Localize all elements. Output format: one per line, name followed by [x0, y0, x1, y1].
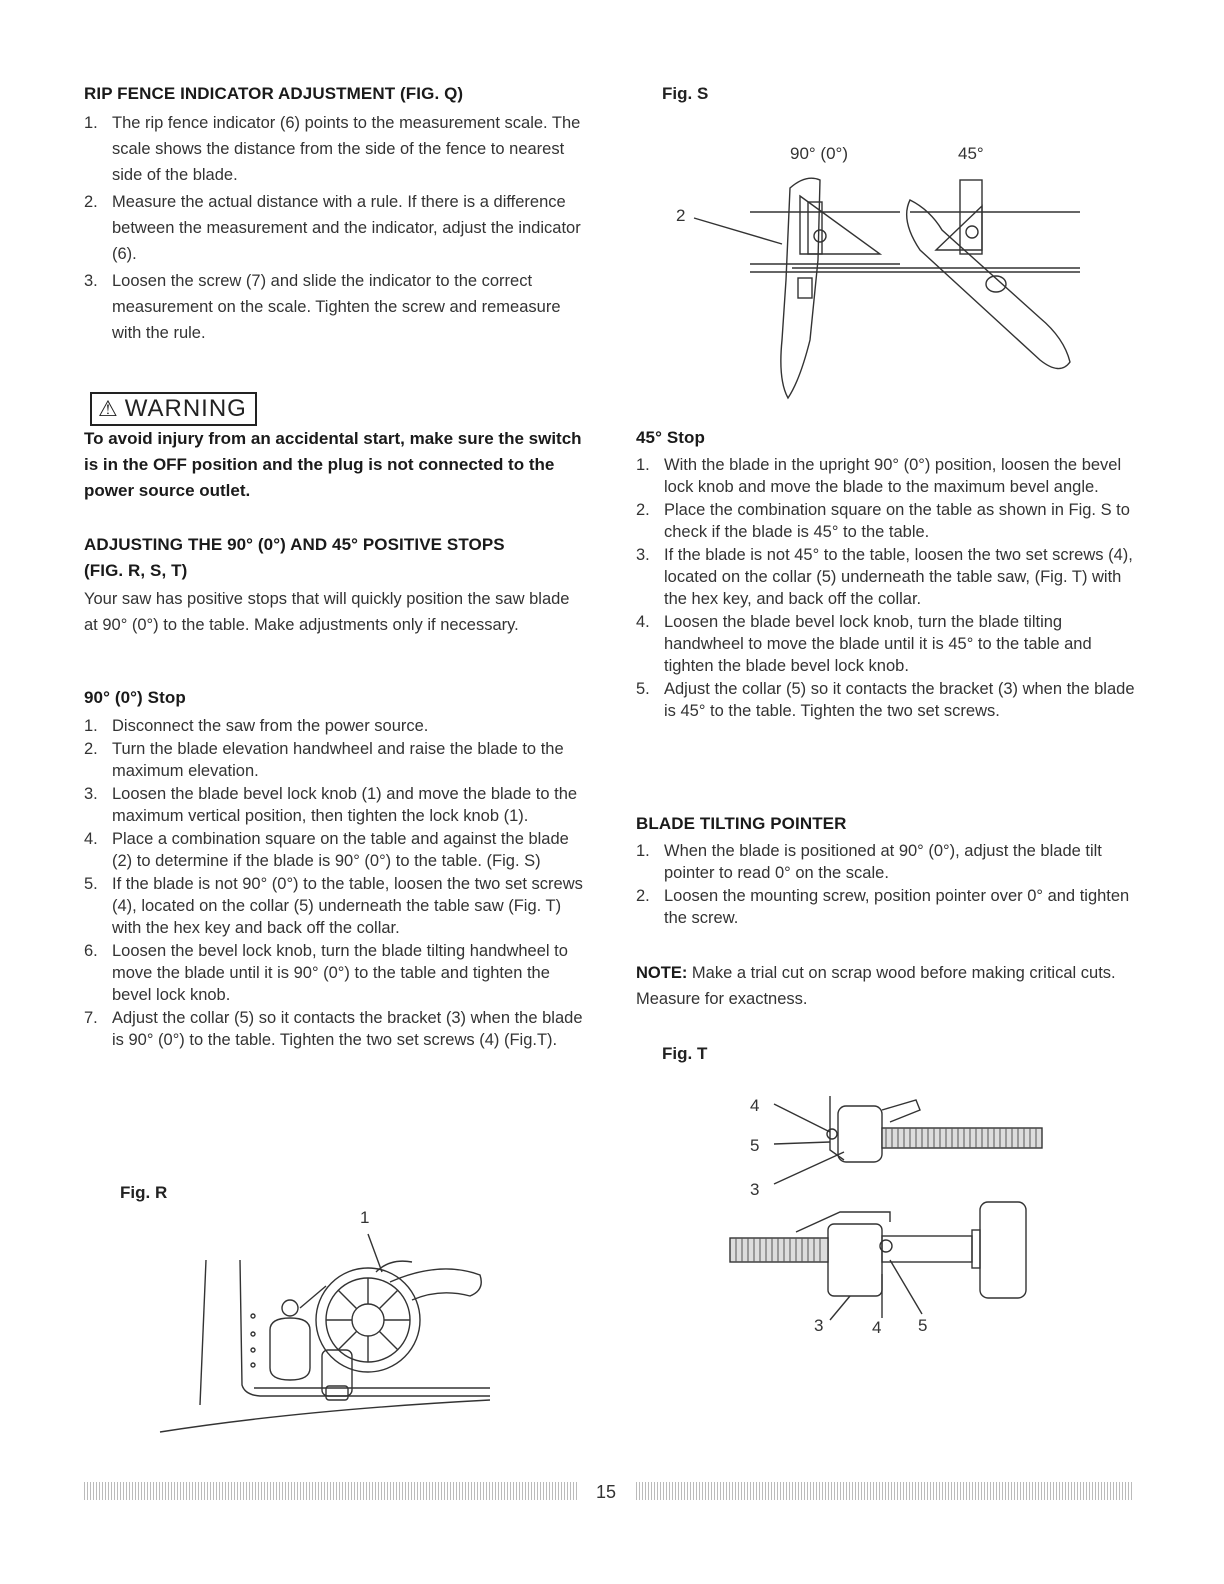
list-item: 6. Loosen the bevel lock knob, turn the blade tilting handwheel to move the blade until it is 90° (0°) to the table and tighten the bevel lock knob. [84, 942, 568, 1004]
rip-fence-heading: RIP FENCE INDICATOR ADJUSTMENT (FIG. Q) [84, 84, 464, 103]
warning-text: To avoid injury from an accidental start, make sure the switch is in the OFF position and the plug is not connected to the power source outlet. [84, 429, 582, 500]
footer-rule-left [84, 1482, 578, 1500]
fig-t-drawing [740, 1060, 1120, 1350]
rip-fence-steps [84, 110, 584, 346]
list-item: 3. Loosen the screw (7) and slide the indicator to the correct measurement on the scale. Tighten the screw and remeasure with the rule. [84, 272, 561, 342]
stop-90-heading: 90° (0°) Stop [84, 688, 186, 707]
list-item: 5. Adjust the collar (5) so it contacts the bracket (3) when the blade is 45° to the table. Tighten the two set screws. [636, 680, 1135, 720]
list-item: 4. Loosen the blade bevel lock knob, turn the blade tilting handwheel to move the blade until it is 45° to the table and tighten the blade bevel lock knob. [636, 613, 1092, 675]
stop-45-heading: 45° Stop [636, 428, 705, 447]
warning-icon: ⚠ [98, 396, 119, 421]
positive-stops-heading: ADJUSTING THE 90° (0°) AND 45° POSITIVE STOPS [84, 535, 505, 554]
list-item: 3. If the blade is not 45° to the table, loosen the two set screws (4), located on the collar (5) underneath the table saw, (Fig. T) with the hex key, and back off the collar. [636, 546, 1133, 608]
fig-s-drawing [660, 140, 1120, 410]
positive-stops-section [84, 532, 584, 638]
list-item: 5. If the blade is not 90° (0°) to the table, loosen the two set screws (4), located on the collar (5) underneath the table saw (Fig. T) with the hex key and back off the collar. [84, 875, 583, 937]
tilting-pointer-section [636, 814, 1136, 930]
fig-r-drawing [150, 1200, 510, 1450]
stop-90-section [84, 688, 584, 1052]
list-item: 2. Turn the blade elevation handwheel and raise the blade to the maximum elevation. [84, 740, 564, 780]
note-paragraph: NOTE: Make a trial cut on scrap wood before making critical cuts. Measure for exactness. [636, 964, 1116, 1008]
note-label: NOTE: [636, 964, 688, 982]
list-item: 2. Place the combination square on the table as shown in Fig. S to check if the blade is 45° to the table. [636, 501, 1130, 541]
fig-r-label: Fig. R [120, 1183, 168, 1202]
stop-45-steps [636, 454, 1136, 722]
fig-t-illustration [740, 1060, 1120, 1350]
tilting-pointer-steps [636, 840, 1136, 929]
fig-s-callout-2: 2 [676, 206, 686, 225]
fig-s-illustration [660, 140, 1120, 410]
fig-s-label: Fig. S [662, 84, 709, 103]
list-item: 7. Adjust the collar (5) so it contacts the bracket (3) when the blade is 90° (0°) to the table. Tighten the two set screws (4) (Fig.T). [84, 1009, 583, 1049]
tilting-pointer-heading: BLADE TILTING POINTER [636, 814, 847, 833]
fig-t-label: Fig. T [662, 1044, 708, 1063]
list-item: 2. Measure the actual distance with a rule. If there is a difference between the measurement and the indicator, adjust the indicator (6). [84, 193, 581, 263]
fig-t-callout-bottom-4: 4 [872, 1318, 882, 1337]
list-item: 4. Place a combination square on the table and against the blade (2) to determine if the blade is 90° (0°) to the table. (Fig. S) [84, 830, 569, 870]
list-item: 2. Loosen the mounting screw, position pointer over 0° and tighten the screw. [636, 887, 1130, 927]
list-item: 1. When the blade is positioned at 90° (0°), adjust the blade tilt pointer to read 0° on the scale. [636, 842, 1102, 882]
fig-t-callout-top-5: 5 [750, 1136, 760, 1155]
fig-s-angle-45: 45° [958, 144, 984, 163]
fig-s-angle-90: 90° (0°) [790, 144, 849, 163]
fig-t-callout-top-4: 4 [750, 1096, 760, 1115]
fig-t-callout-bottom-5: 5 [918, 1316, 928, 1335]
stop-45-section [636, 404, 1136, 723]
positive-stops-heading-figs: (FIG. R, S, T) [84, 561, 188, 580]
positive-stops-intro: Your saw has positive stops that will quickly position the saw blade at 90° (0°) to the table. Make adjustments only if necessary. [84, 590, 570, 634]
list-item: 1. With the blade in the upright 90° (0°) position, loosen the bevel lock knob and move the blade to the maximum bevel angle. [636, 456, 1122, 496]
stop-90-steps [84, 715, 584, 1051]
rip-fence-section [84, 84, 584, 347]
fig-r-callout-1: 1 [360, 1208, 370, 1227]
list-item: 3. Loosen the blade bevel lock knob (1) and move the blade to the maximum vertical position, then tighten the lock knob (1). [84, 785, 578, 825]
fig-t-callout-top-3: 3 [750, 1180, 760, 1199]
warning-label: ⚠ WARNING [90, 392, 257, 426]
page-number: 15 [596, 1482, 617, 1502]
footer-rule-right [636, 1482, 1132, 1500]
list-item: 1. Disconnect the saw from the power source. [84, 717, 429, 735]
list-item: 1. The rip fence indicator (6) points to the measurement scale. The scale shows the distance from the side of the fence to nearest side of the blade. [84, 114, 581, 184]
fig-t-callout-bottom-3: 3 [814, 1316, 824, 1335]
fig-r-illustration [150, 1200, 510, 1450]
